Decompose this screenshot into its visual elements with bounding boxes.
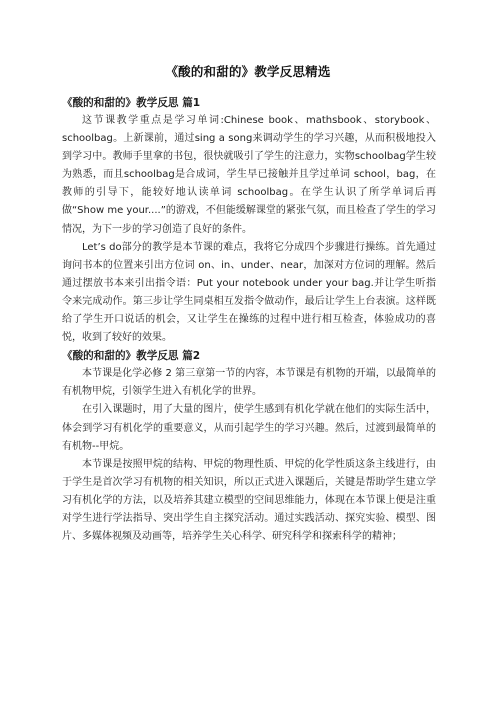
section-1-paragraph-1: 这节课教学重点是学习单词:Chinese book、mathsbook、storybook、schoolbag。上新课前，通过sing a song来调动学生的学习兴趣，从而积极地投入到学习中。教师手里拿的书包，很快就吸引了学生的注意力，实物schoolbag学生较为熟悉，而且schoolbag是合成词，学生早已接触并且学过单词 school，bag，在教师的引导下，能较好地认读单词 schoolbag。在学生认识了所学单词后再做“Show me your....”的游戏，不但能缓解课堂的紧张气氛，而且检查了学生的学习情况，为下一步的学习创造了良好的条件。 <box>62 115 436 235</box>
section-2-paragraph-1: 本节课是化学必修 2 第三章第一节的内容，本节课是有机物的开端，以最简单的有机物甲烷，引领学生进入有机化学的世界。 <box>62 368 436 398</box>
section-2-paragraph-3: 本节课是按照甲烷的结构、甲烷的物理性质、甲烷的化学性质这条主线进行，由于学生是首次学习有机物的相关知识，所以正式进入课题后，关键是帮助学生建立学习有机化学的方法，以及培养其建立模型的空间思维能力，体现在本节课上便是注重对学生进行学法指导、突出学生自主探究活动。通过实践活动、探究实验、模型、图片、多媒体视频及动画等，培养学生关心科学、研究科学和探索科学的精神； <box>62 458 436 543</box>
document-title: 《酸的和甜的》教学反思精选 <box>165 64 331 79</box>
section-1-heading: 《酸的和甜的》教学反思 篇1 <box>62 97 201 109</box>
section-1-paragraph-2: Let’s do部分的教学是本节课的难点，我将它分成四个步骤进行操练。首先通过询问书本的位置来引出方位词 on、in、under、near，加深对方位词的理解。然后通过摆放书本来引出指令语：Put your notebook under your bag.并让学生听指令来完成动作。第三步让学生同桌相互发指令做动作，最后让学生上台表演。这样既给了学生开口说话的机会，又让学生在操练的过程中进行相互检查，体验成功的喜悦，收到了较好的效果。 <box>62 241 436 344</box>
section-2-paragraph-2: 在引入课题时，用了大量的图片，使学生感到有机化学就在他们的实际生活中，体会到学习有机化学的重要意义，从而引起学生的学习兴趣。然后，过渡到最简单的有机物--甲烷。 <box>62 404 436 452</box>
document-body <box>62 94 436 546</box>
section-2-heading: 《酸的和甜的》教学反思 篇2 <box>62 350 201 363</box>
